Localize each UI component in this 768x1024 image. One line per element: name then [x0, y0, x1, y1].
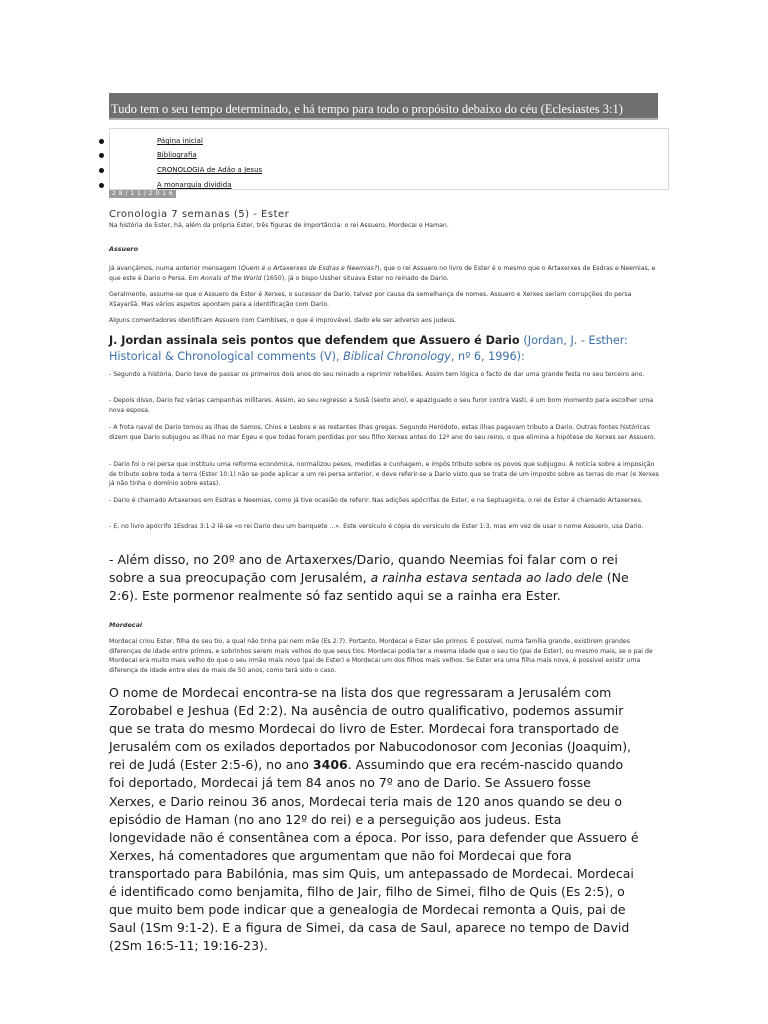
paragraph-mordecai-1: Mordecai criou Ester, filha de seu tio, a qual não tinha pai nem mãe (Es 2:7). Portanto, Mordecai e Ester são primos. É possível, numa família grande, existirem grandes diferenças de idade entre primos, e sobrinhos serem mais velhos do que seus tios. Mordecai podia ter a mesma idade que o seu tio (pai de Ester), ou mesmo mais, se o pai de Mordecai era muito mais velho do que o seu irmão mais novo (pai de Ester) e Mordecai um dos filhos mais velhos. Se Ester era uma filha mais nova, é possível existir uma diferença de idade entre eles de mais de 50 anos, como terá sido o caso. [109, 638, 653, 674]
nav-link-bibliography[interactable]: Bibliografia [157, 151, 197, 159]
paragraph-nehemiah: - Além disso, no 20º ano de Artaxerxes/Dario, quando Neemias foi falar com o rei sobre a sua preocupação com Jerusalém, a rainha estava sentada ao lado dele (Ne 2:6). Este pormenor realmente só faz sentido aqui se a rainha era Ester. [109, 552, 629, 604]
nav-link-home[interactable]: Página inicial [157, 137, 203, 145]
bullet-icon [99, 139, 104, 144]
bullet-icon [99, 153, 104, 158]
nav-link-chronology[interactable]: CRONOLOGIA de Adão a Jesus [157, 166, 263, 174]
paragraph-mordecai-2: O nome de Mordecai encontra-se na lista dos que regressaram a Jerusalém com Zorobabel e Jeshua (Ed 2:2). Na ausência de outro qualificativo, podemos assumir que se trata do mesmo Mordecai do livro de Ester. Mordecai fora transportado de Jerusalém com os exilados deportados por Nabucodonosor com Jeconias (Joaquim), rei de Judá (Ester 2:5-6), no ano 3406. Assumindo que era recém-nascido quando foi deportado, Mordecai já tem 84 anos no 7º ano de Dario. Se Assuero fosse Xerxes, e Dario reinou 36 anos, Mordecai teria mais de 120 anos quando se deu o episódio de Haman (no ano 12º do rei) e a perseguição aos judeus. Esta longevidade não é consentânea com a época. Por isso, para defender que Assuero é Xerxes, há comentadores que argumentam que não foi Mordecai que fora transportado para Babilónia, mas sim Quis, um antepassado de Mordecai. Mordecai é identificado como benjamita, filho de Jair, filho de Simei, filho de Quis (Es 2:5), o que muito bem pode indicar que a genealogia de Mordecai remonta a Quis, pai de Saul (1Sm 9:1-2). E a figura de Simei, da casa de Saul, aparece no tempo de David (2Sm 16:5-11; 19:16-23). [109, 685, 639, 954]
section-heading-mordecai: Mordecai [109, 621, 143, 629]
jordan-reference: (Jordan, J. - Esther: Historical & Chronological comments (V), Biblical Chronology, nº 6, 1996): [109, 334, 628, 363]
bullet-icon [99, 183, 104, 188]
point-1: - Segundo a história, Dario teve de passar os primeiros dois anos do seu reinado a reprimir rebeliões. Assim tem lógica o facto de dar uma grande festa no seu terceiro ano. [109, 371, 645, 378]
nav-item-home[interactable] [110, 137, 668, 152]
paragraph-assuero-1: Já avançámos, numa anterior mensagem (Quem é o Artaxerxes de Esdras e Neemias?), que o rei Assuero no livro de Ester é o mesmo que o Artaxerxes de Esdras e Neemias, e que este é Dario o Persa. Em Annals of the World (1650), já o bispo Ussher situava Ester no reinado de Dario. [109, 265, 656, 282]
paragraph-assuero-2: Geralmente, assume-se que o Assuero de Ester é Xerxes, o sucessor de Dario, talvez por causa da semelhança de nomes. Assuero e Xerxes seriam corrupções do persa Xšayaršā. Mas vários aspetos apontam para a identificação com Dario. [109, 291, 632, 308]
nav-item-divided-monarchy[interactable] [110, 181, 668, 196]
post-title[interactable]: Cronologia 7 semanas (5) - Ester [109, 209, 290, 220]
post-date: 2 8 / 1 1 / 2 0 1 6 [109, 190, 176, 198]
point-5: - Dario é chamado Artaxerxes em Esdras e Neemias, como já tive ocasião de referir. Nas adições apócrifas de Ester, e na Septuaginta, o rei de Ester é chamado Artaxerxes. [109, 497, 643, 504]
section-heading-assuero: Assuero [109, 245, 138, 253]
point-2: - Depois disso, Dario fez várias campanhas militares. Assim, ao seu regresso a Susã (sexto ano), e apaziguado o seu furor contra Vasti, é um bom momento para escolher uma nova esposa. [109, 397, 654, 414]
nav-item-bibliography[interactable] [110, 151, 668, 166]
nav-link-divided-monarchy[interactable]: A monarquia dividida [157, 181, 232, 189]
point-6: - E, no livro apócrifo 1Esdras 3:1-2 lê-se «o rei Dario deu um banquete ...». Este versículo é cópia do versículo de Ester 1:3, mas em vez de usar o nome Assuero, usa Dario. [109, 523, 644, 530]
point-4: - Dario foi o rei persa que instituiu uma reforma económica, normalizou pesos, medidas e cunhagem, e impôs tributo sobre os povos que subjugou. A notícia sobre a imposição de tributo sobre toda a terra (Ester 10:1) não se pode aplicar a um rei persa anterior, e deve referir-se a Dario visto que se trata de um imposto sobre as terras do mar (e Xerxes já não tinha o domínio sobre estas). [109, 461, 659, 487]
bullet-icon [99, 168, 104, 173]
link-previous-post[interactable]: Quem é o Artaxerxes de Esdras e Neemias? [240, 265, 378, 272]
jordan-heading: J. Jordan assinala seis pontos que defendem que Assuero é Dario (Jordan, J. - Esther: Historical & Chronological comments (V), Biblical Chronology, nº 6, 1996): [109, 334, 628, 363]
header-banner [109, 93, 658, 120]
navigation-menu [109, 128, 669, 190]
intro-paragraph: Na história de Ester, há, além da própria Ester, três figuras de importância: o rei Assuero, Mordecai e Haman. [109, 222, 449, 229]
paragraph-assuero-3: Alguns comentadores identificam Assuero com Cambises, o que é improvável, dado ele ser adverso aos judeus. [109, 317, 457, 324]
nav-item-chronology[interactable] [110, 166, 668, 181]
blog-tagline: Tudo tem o seu tempo determinado, e há tempo para todo o propósito debaixo do céu (Eclesiastes 3:1) [111, 102, 623, 116]
point-3: - A frota naval de Dario tomou as ilhas de Samos, Chios e Lesbos e as restantes ilhas gregas. Segundo Heródoto, estas ilhas pagavam tributo a Dario. Outras fontes históricas dizem que Dario subjugou as ilhas no mar Egeu e que todas foram perdidas por seu filho Xerxes antes do 12º ano do seu reino, o que elimina a hipótese de Xerxes ser Assuero. [109, 424, 656, 441]
